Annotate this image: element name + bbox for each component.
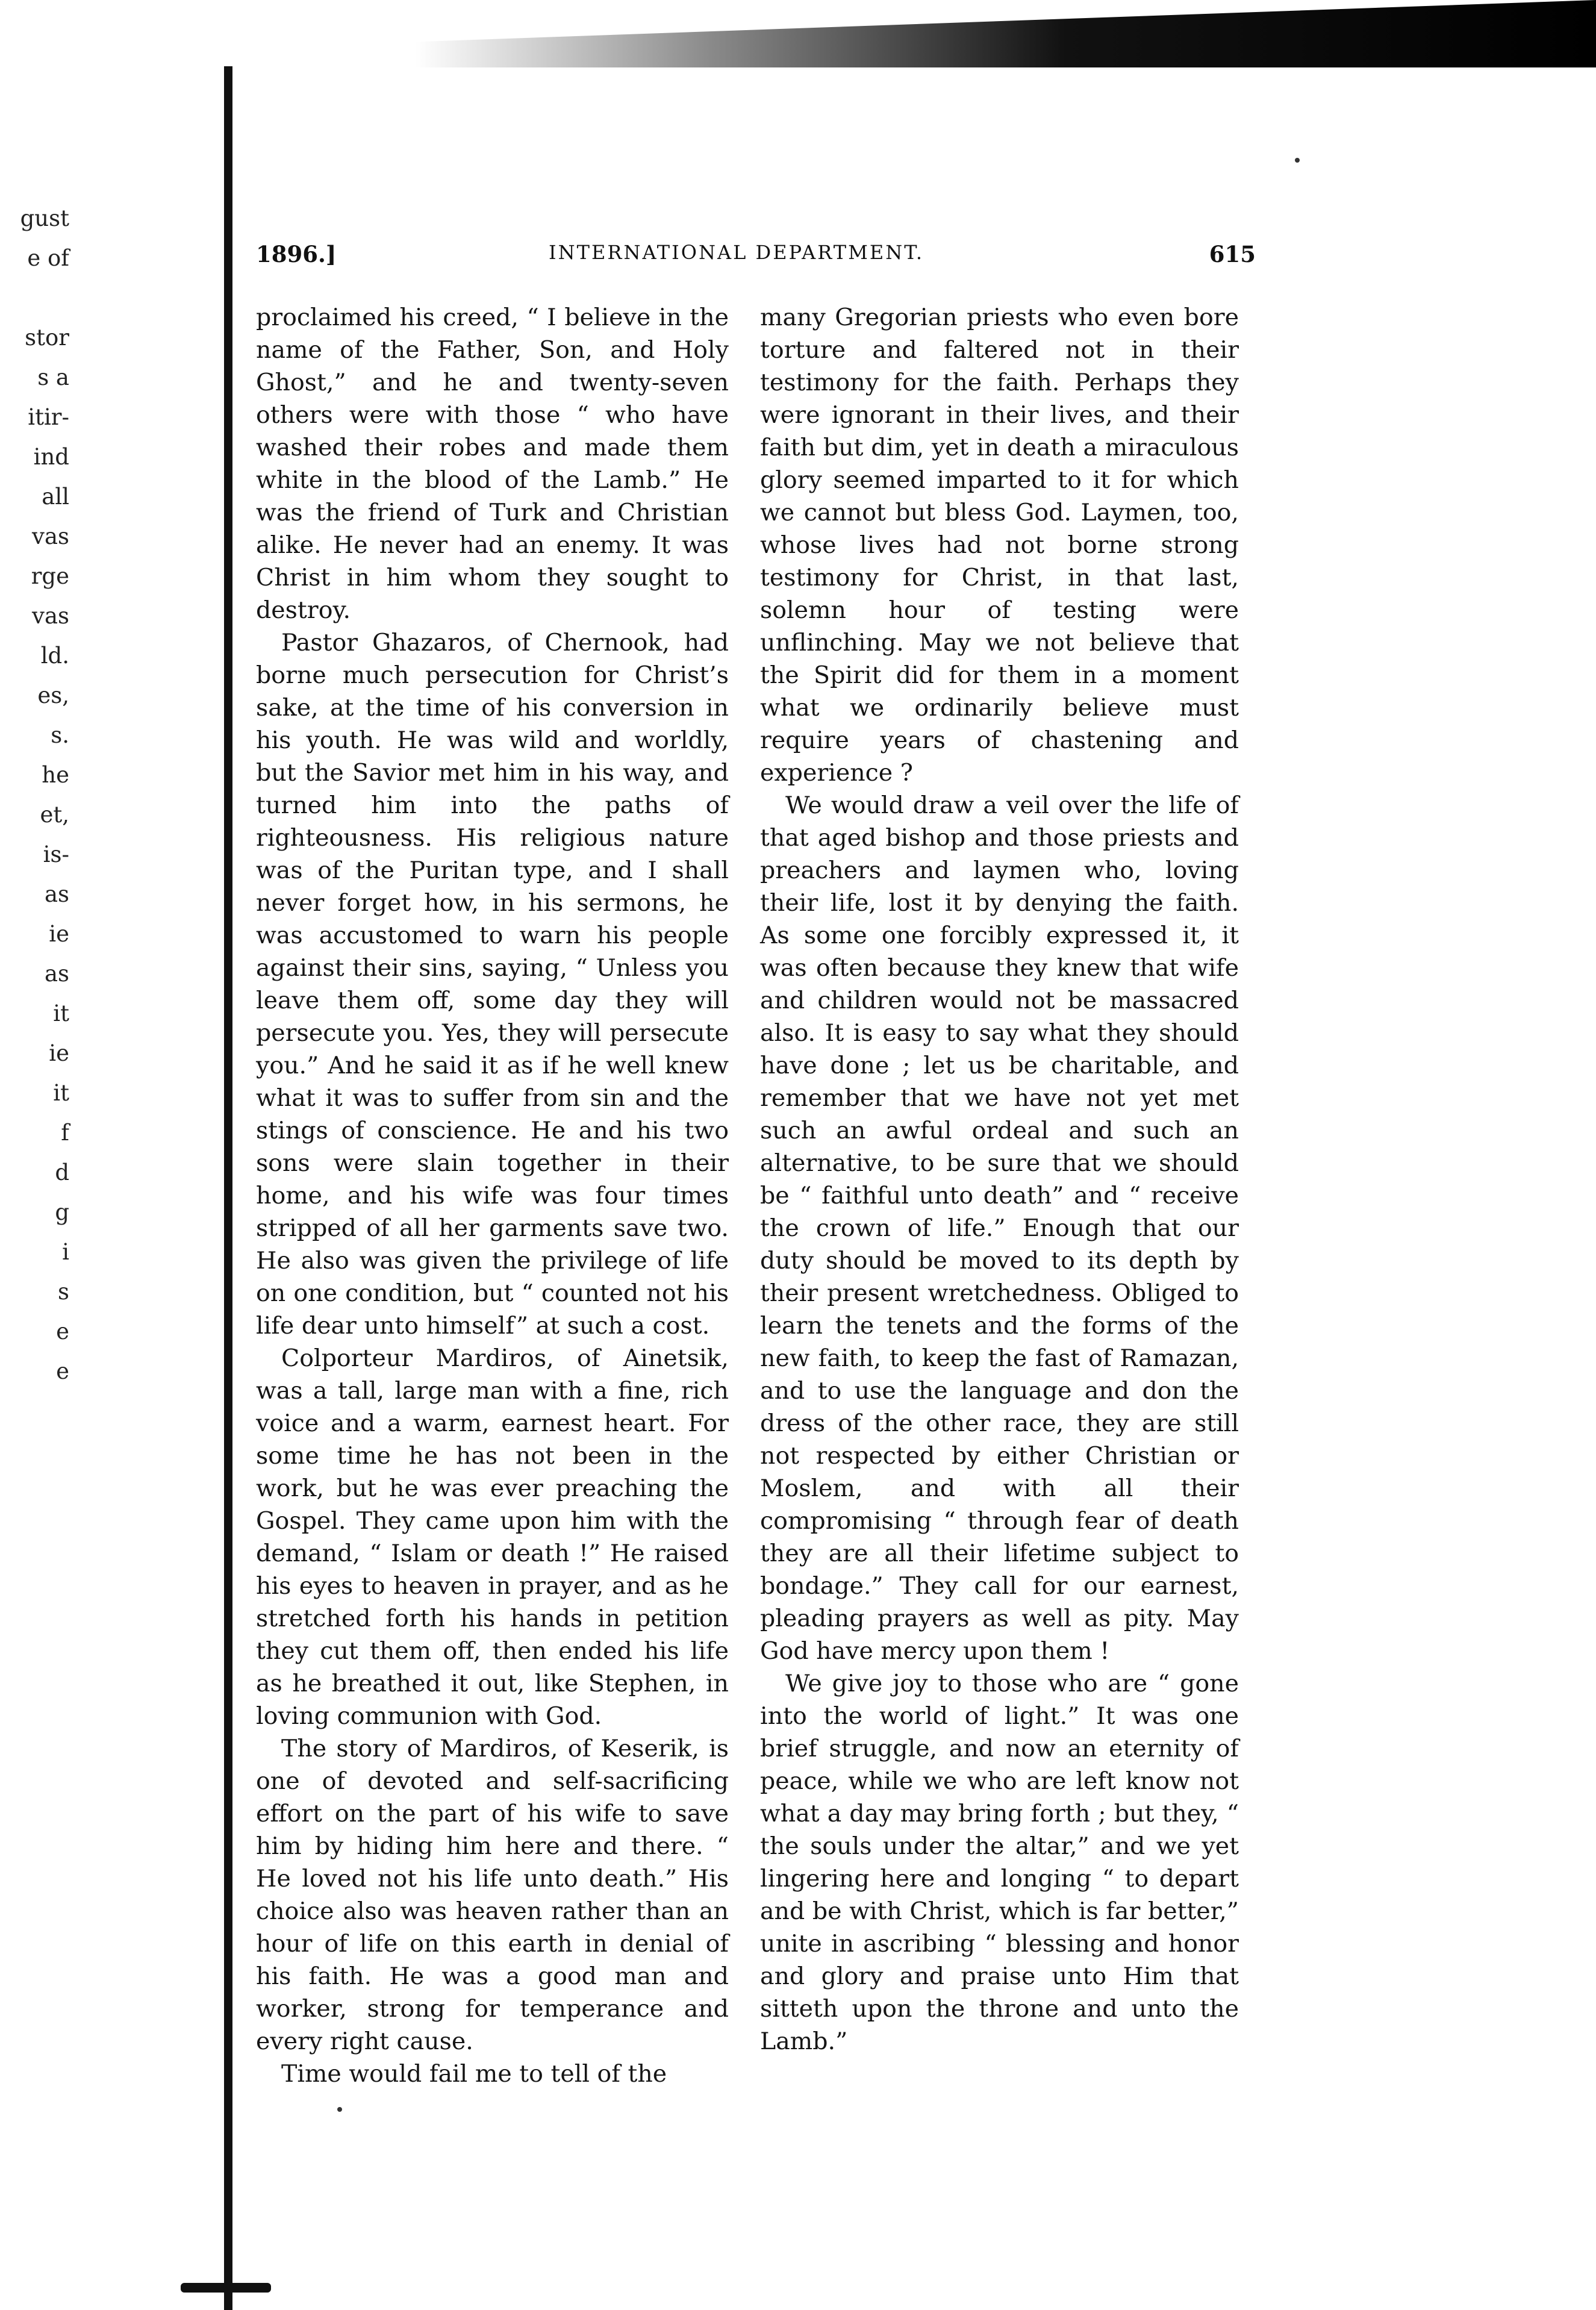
- margin-fragment: s a: [37, 364, 69, 390]
- left-text-column: [256, 301, 729, 2090]
- margin-fragment: itir-: [28, 404, 69, 430]
- scan-top-shadow: [416, 0, 1596, 67]
- right-text-column: [760, 301, 1239, 2058]
- margin-fragment: es,: [37, 682, 69, 708]
- margin-fragment: f: [61, 1120, 69, 1146]
- paragraph: The story of Mardiros, of Keserik, is one of devoted and self-sacrificing effort on the part of his wife to save him by hiding him here and there. “ He loved not his life unto death.” His choice also was heaven rather than an hour of life on this earth in denial of his faith. He was a good man and worker, strong for temperance and every right cause.: [256, 1735, 729, 2055]
- scan-speck: [337, 2107, 342, 2112]
- paragraph: Time would fail me to tell of the: [281, 2060, 667, 2088]
- margin-fragment: gust: [20, 205, 69, 231]
- margin-fragment: s: [58, 1279, 69, 1305]
- margin-fragment: e of: [27, 245, 69, 271]
- margin-fragment: stor: [25, 325, 69, 351]
- binding-spine-foot: [181, 2283, 271, 2293]
- margin-fragment: is-: [43, 841, 69, 867]
- paragraph: proclaimed his creed, “ I believe in the name of the Father, Son, and Holy Ghost,” and he and twenty-seven others were with those “ who have washed their robes and made them white in the blood of the Lamb.” He was the friend of Turk and Christian alike. He never had an enemy. It was Christ in him whom they sought to destroy.: [256, 304, 729, 624]
- page-number: 615: [1209, 241, 1256, 267]
- margin-fragment: i: [62, 1239, 69, 1265]
- margin-fragment: [0, 278, 69, 318]
- margin-fragment: e: [56, 1319, 69, 1344]
- running-header: [256, 241, 1256, 277]
- margin-fragment: all: [42, 484, 69, 510]
- margin-fragment: s.: [51, 722, 69, 748]
- margin-fragment: g: [55, 1199, 69, 1225]
- margin-fragment: as: [44, 961, 69, 987]
- binding-spine-line: [224, 66, 232, 2310]
- paragraph: many Gregorian priests who even bore torture and faltered not in their testimony for the faith. Perhaps they were ignorant in their lives, and their faith but dim, yet in death a miraculous glory seemed imparted to it for which we cannot but bless God. Laymen, too, whose lives had not borne strong testimony for Christ, in that last, solemn hour of testing were unflinching. May we not believe that the Spirit did for them in a moment what we ordinarily believe must require years of chastening and experience ?: [760, 304, 1239, 787]
- header-title: INTERNATIONAL DEPARTMENT.: [549, 241, 924, 264]
- margin-fragment: as: [44, 881, 69, 907]
- paragraph: We give joy to those who are “ gone into the world of light.” It was one brief struggle, and now an eternity of peace, while we who are left know not what a day may bring forth ; but they, “ the souls under the altar,” and we yet lingering here and longing “ to depart and be with Christ, which is far better,” unite in ascribing “ blessing and honor and glory and praise unto Him that sitteth upon the throne and unto the Lamb.”: [760, 1670, 1239, 2055]
- margin-fragment: ie: [49, 1040, 69, 1066]
- margin-fragment: vas: [32, 603, 69, 629]
- margin-fragment: ind: [33, 444, 69, 470]
- margin-fragment: ie: [49, 921, 69, 947]
- margin-fragment: rge: [31, 563, 69, 589]
- paragraph: Pastor Ghazaros, of Chernook, had borne much persecution for Christ’s sake, at the time of his conversion in his youth. He was wild and worldly, but the Savior met him in his way, and turned him into the paths of righteousness. His religious nature was of the Puritan type, and I shall never forget how, in his sermons, he was accustomed to warn his people against their sins, saying, “ Unless you leave them off, some day they will persecute you. Yes, they will persecute you.” And he said it as if he well knew what it was to suffer from sin and the stings of conscience. He and his two sons were slain together in their home, and his wife was four times stripped of all her garments save two. He also was given the privilege of life on one condition, but “ counted not his life dear unto himself” at such a cost.: [256, 629, 729, 1340]
- margin-fragment: d: [55, 1160, 69, 1185]
- margin-fragment: it: [53, 1000, 69, 1026]
- paragraph: Colporteur Mardiros, of Ainetsik, was a tall, large man with a fine, rich voice and a warm, earnest heart. For some time he has not been in the work, but he was ever preaching the Gospel. They came upon him with the demand, “ Islam or death !” He raised his eyes to heaven in prayer, and as he stretched forth his hands in petition they cut them off, then ended his life as he breathed it out, like Stephen, in loving communion with God.: [256, 1344, 729, 1730]
- margin-fragment: e: [56, 1358, 69, 1384]
- margin-fragment: ld.: [40, 643, 69, 669]
- paragraph: We would draw a veil over the life of that aged bishop and those priests and preachers and laymen who, loving their life, lost it by denying the faith. As some one forcibly expressed it, it was often because they knew that wife and children would not be massacred also. It is easy to say what they should have done ; let us be charitable, and remember that we have not yet met such an awful ordeal and such an alternative, to be sure that we should be “ faithful unto death” and “ receive the crown of life.” Enough that our duty should be moved to its depth by their present wretchedness. Obliged to learn the tenets and the forms of the new faith, to keep the fast of Ramazan, and to use the language and don the dress of the other race, they are still not respected by either Christian or Moslem, and with all their compromising “ through fear of death they are all their lifetime subject to bondage.” They call for our earnest, pleading prayers as well as pity. May God have mercy upon them !: [760, 791, 1239, 1665]
- margin-fragment: et,: [40, 802, 69, 828]
- margin-fragment: it: [53, 1080, 69, 1106]
- header-year: 1896.]: [256, 241, 337, 267]
- margin-fragment: vas: [32, 523, 69, 549]
- previous-page-margin-fragments: [0, 199, 69, 1391]
- scan-speck: [1295, 158, 1300, 163]
- margin-fragment: he: [42, 762, 69, 788]
